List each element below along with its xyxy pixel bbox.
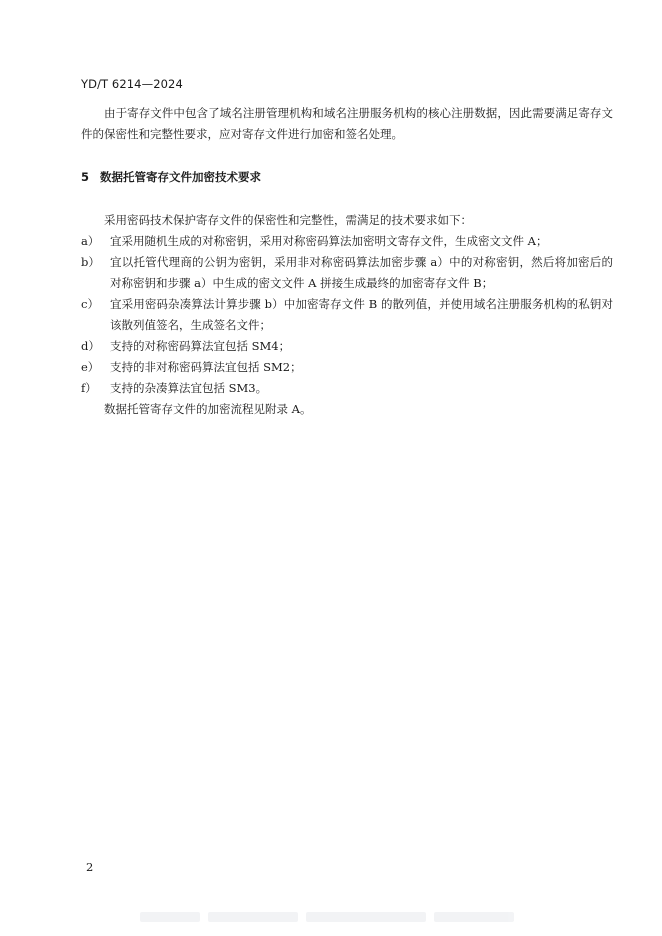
page-number: 2 (86, 860, 94, 874)
list-marker: b） (81, 255, 100, 269)
list-marker: e） (81, 360, 100, 374)
section-body (81, 210, 613, 420)
list-item (81, 252, 613, 294)
list-item (81, 378, 613, 399)
requirements-list (81, 231, 613, 399)
footer-watermark (140, 906, 530, 920)
section-lead-paragraph: 采用密码技术保护寄存文件的保密性和完整性，需满足的技术要求如下： (104, 213, 472, 227)
list-item (81, 336, 613, 357)
list-item-text: 支持的非对称密码算法宜包括 SM2； (110, 360, 302, 374)
section-title: 数据托管寄存文件加密技术要求 (100, 170, 261, 184)
list-item-text: 支持的杂凑算法宜包括 SM3。 (110, 381, 268, 395)
section-number: 5 (81, 170, 90, 184)
list-marker: d） (81, 339, 100, 353)
intro-paragraph: 由于寄存文件中包含了域名注册管理机构和域名注册服务机构的核心注册数据，因此需要满足寄存文件的保密性和完整性要求，应对寄存文件进行加密和签名处理。 (81, 106, 613, 141)
list-item (81, 231, 613, 252)
list-item (81, 294, 613, 336)
list-marker: f） (81, 381, 97, 395)
section-closing-paragraph: 数据托管寄存文件的加密流程见附录 A。 (104, 402, 312, 416)
list-item-text: 宜采用密码杂凑算法计算步骤 b）中加密寄存文件 B 的散列值，并使用域名注册服务机构的私钥对该散列值签名，生成签名文件； (110, 297, 613, 332)
document-code: YD/T 6214—2024 (81, 77, 183, 91)
list-marker: a） (81, 234, 100, 248)
list-item-text: 支持的对称密码算法宜包括 SM4； (110, 339, 291, 353)
list-item (81, 357, 613, 378)
list-item-text: 宜采用随机生成的对称密钥，采用对称密码算法加密明文寄存文件，生成密文文件 A； (110, 234, 548, 248)
list-marker: c） (81, 297, 99, 311)
list-item-text: 宜以托管代理商的公钥为密钥，采用非对称密码算法加密步骤 a）中的对称密钥，然后将加密后的对称密钥和步骤 a）中生成的密文文件 A 拼接生成最终的加密寄存文件 B； (110, 255, 613, 290)
section-heading (81, 169, 261, 185)
